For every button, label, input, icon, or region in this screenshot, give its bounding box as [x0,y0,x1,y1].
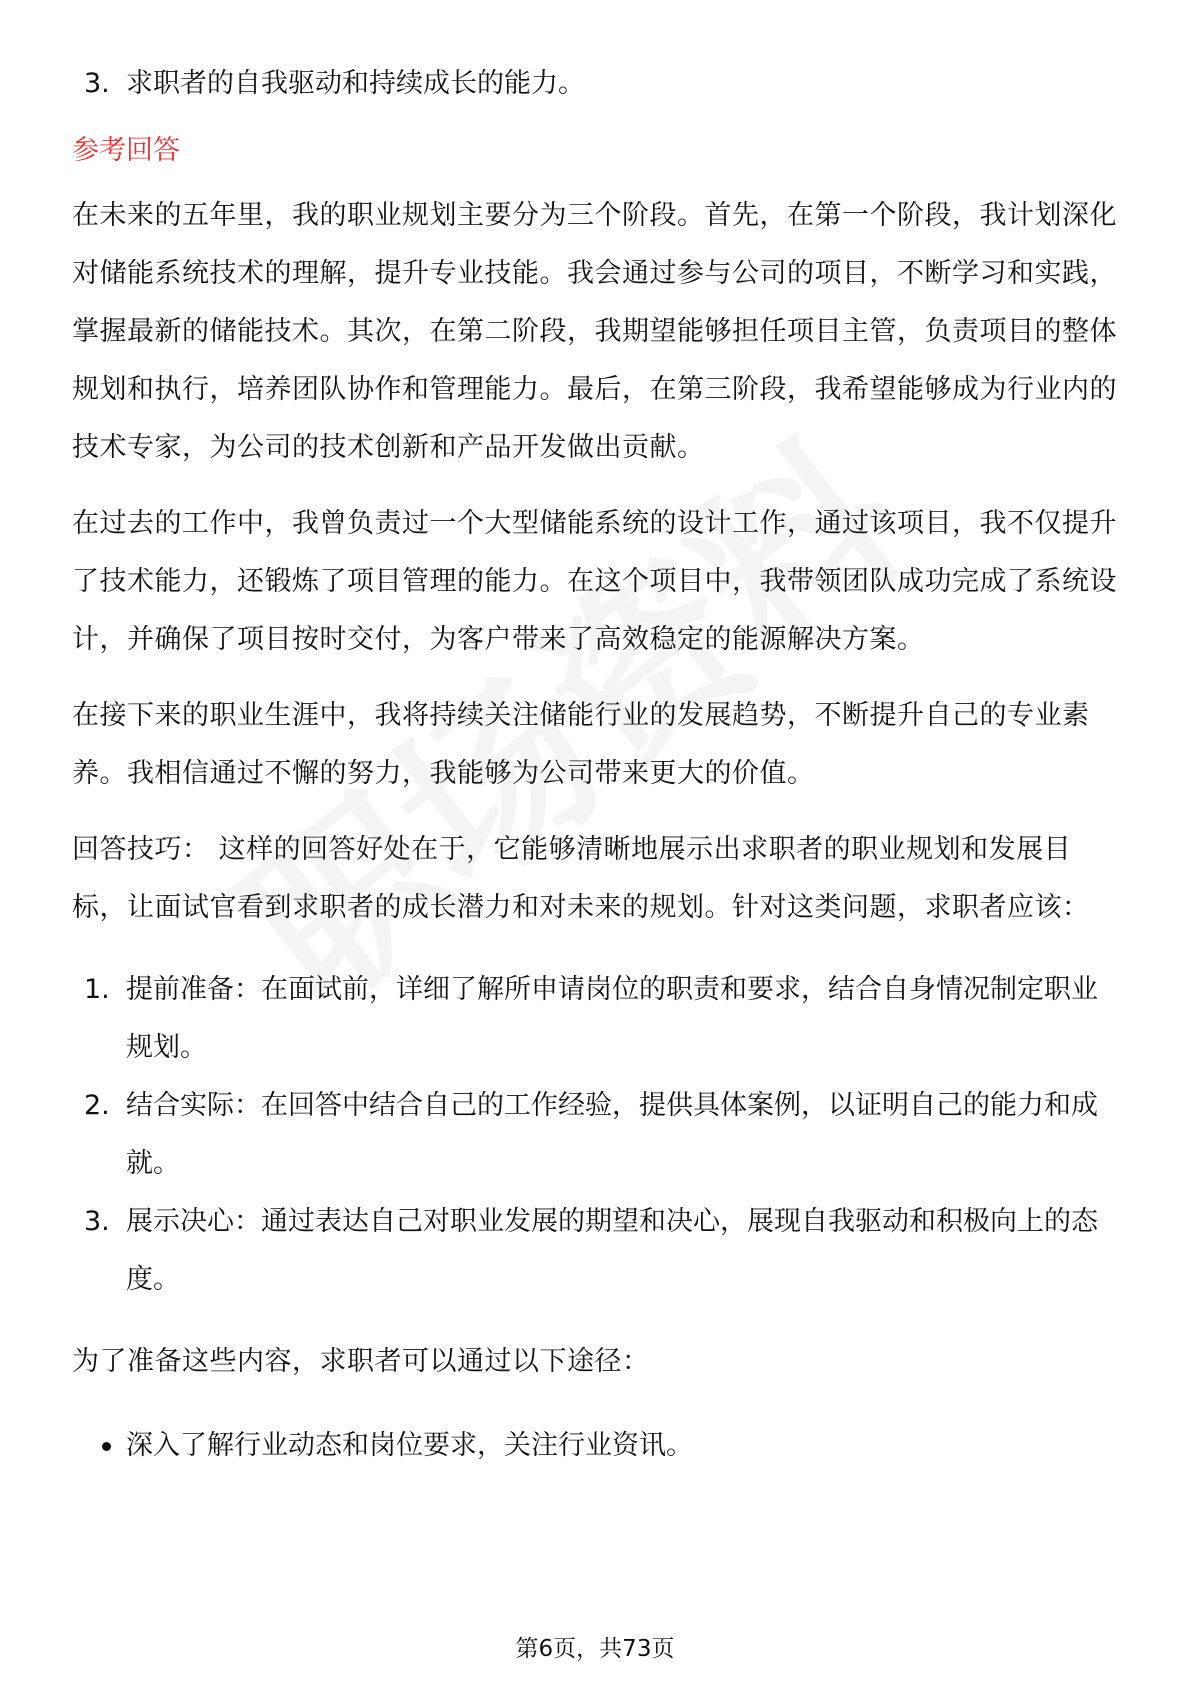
list-text: 求职者的自我驱动和持续成长的能力。 [126,68,585,99]
list-item [72,1193,1122,1309]
list-item [72,55,1122,113]
bullet-item [72,1417,1122,1475]
paragraph: 在过去的工作中，我曾负责过一个大型储能系统的设计工作，通过该项目，我不仅提升了技术能力，还锻炼了项目管理的能力。在这个项目中，我带领团队成功完成了系统设计，并确保了项目按时交付，为客户带来了高效稳定的能源解决方案。 [72,508,1117,655]
list-number: 1. [84,974,110,1005]
page-footer: 第6页，共73页 [515,1636,675,1662]
section-title: 参考回答 [72,135,180,166]
page-content [72,55,1122,1475]
list-number: 3. [84,1206,110,1237]
list-number: 2. [84,1090,110,1121]
tips-list [72,961,1122,1309]
prep-intro: 为了准备这些内容，求职者可以通过以下途径： [72,1346,650,1377]
paragraph: 在未来的五年里，我的职业规划主要分为三个阶段。首先，在第一个阶段，我计划深化对储能系统技术的理解，提升专业技能。我会通过参与公司的项目，不断学习和实践，掌握最新的储能技术。其次，在第二阶段，我期望能够担任项目主管，负责项目的整体规划和执行，培养团队协作和管理能力。最后，在第三阶段，我希望能够成为行业内的技术专家，为公司的技术创新和产品开发做出贡献。 [72,200,1117,463]
list-item [72,961,1122,1077]
list-number: 3. [84,68,110,99]
list-item [72,1077,1122,1193]
bullet-dot-icon [102,1442,111,1451]
answer-tips-paragraph: 回答技巧： 这样的回答好处在于，它能够清晰地展示出求职者的职业规划和发展目标，让面试官看到求职者的成长潜力和对未来的规划。针对这类问题，求职者应该： [72,834,1090,923]
list-text: 结合实际：在回答中结合自己的工作经验，提供具体案例，以证明自己的能力和成就。 [126,1090,1098,1179]
paragraph: 在接下来的职业生涯中，我将持续关注储能行业的发展趋势，不断提升自己的专业素养。我相信通过不懈的努力，我能够为公司带来更大的价值。 [72,700,1090,789]
bullet-text: 深入了解行业动态和岗位要求，关注行业资讯。 [126,1430,693,1461]
list-text: 提前准备：在面试前，详细了解所申请岗位的职责和要求，结合自身情况制定职业规划。 [126,974,1098,1063]
list-text: 展示决心：通过表达自己对职业发展的期望和决心，展现自我驱动和积极向上的态度。 [126,1206,1098,1295]
